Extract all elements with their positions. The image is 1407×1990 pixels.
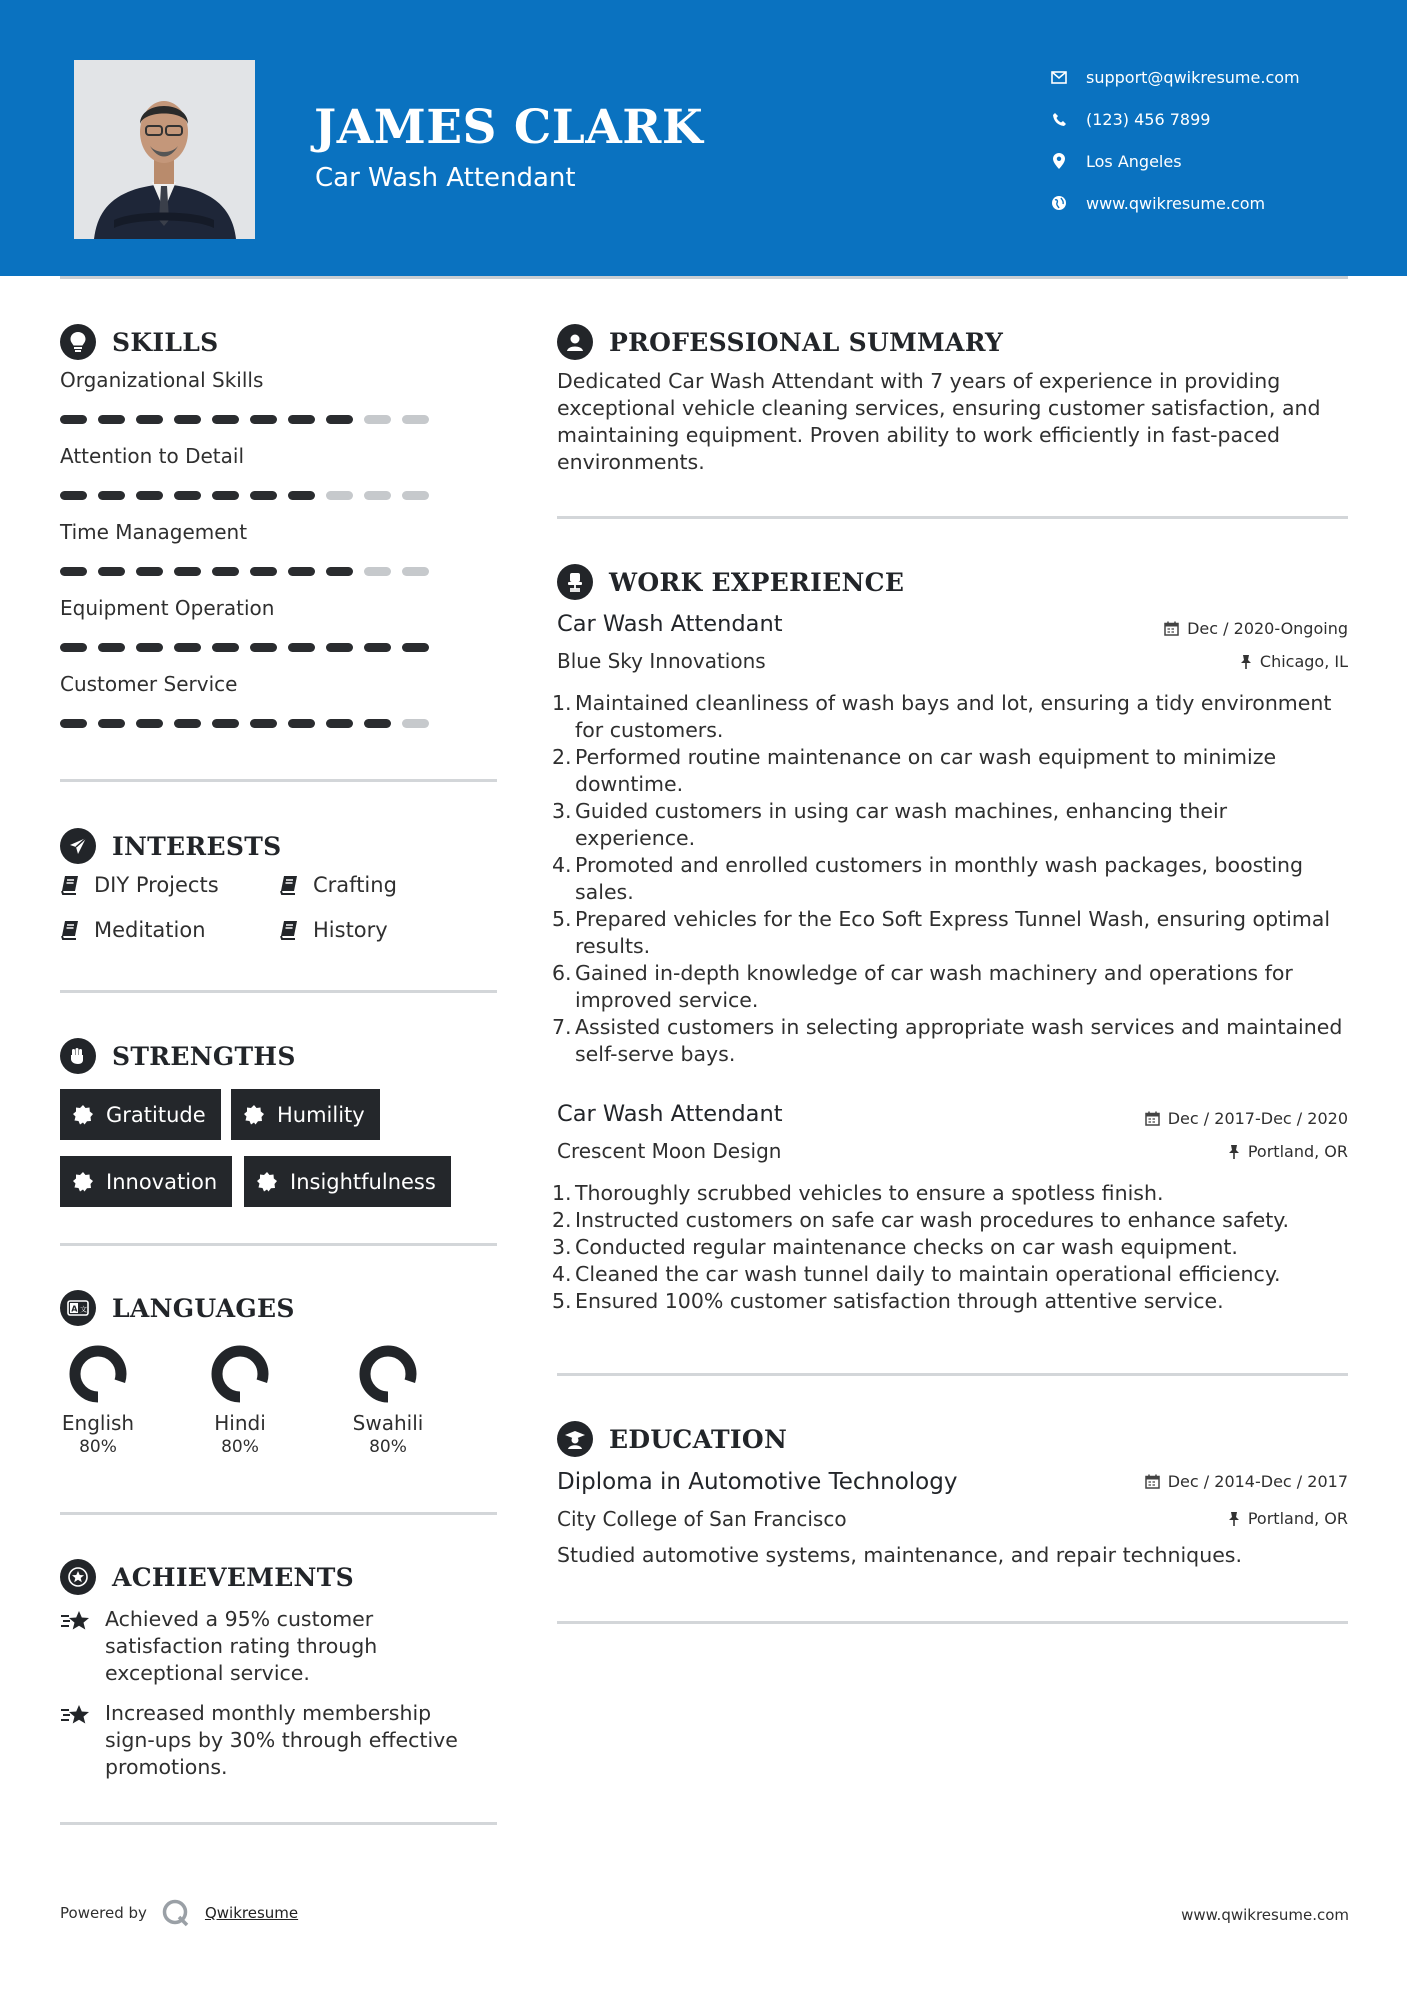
- job-dates: [1145, 1109, 1348, 1128]
- strengths-heading: [60, 1038, 296, 1074]
- duty-item: [552, 1234, 1352, 1261]
- skill-name: Equipment Operation: [60, 596, 275, 620]
- book-icon: [60, 875, 80, 895]
- skill-name: Organizational Skills: [60, 368, 264, 392]
- contact-website[interactable]: [1050, 182, 1370, 224]
- education-location-text: Portland, OR: [1247, 1509, 1348, 1528]
- duty-item: [552, 906, 1352, 960]
- languages-heading: [60, 1290, 295, 1326]
- language-proficiency-ring: [67, 1343, 129, 1405]
- language-name: Hindi: [214, 1411, 266, 1435]
- job-dates: [1164, 619, 1348, 638]
- interest-label: DIY Projects: [94, 873, 219, 897]
- duty-text: Prepared vehicles for the Eco Soft Express Tunnel Wash, ensuring optimal results.: [575, 907, 1331, 958]
- skill-dot-filled: [326, 567, 353, 576]
- interest-label: History: [313, 918, 388, 942]
- job-duties-list: [552, 690, 1352, 1068]
- strengths-divider: [60, 1243, 497, 1246]
- strength-label: Insightfulness: [290, 1169, 436, 1194]
- skill-dot-filled: [402, 643, 429, 652]
- summary-text: Dedicated Car Wash Attendant with 7 years of experience in providing exceptional vehicle cleaning services, ensuring customer satisfaction, and maintaining equipment. Proven ability to work efficiently in fast-paced environments.: [557, 369, 1321, 474]
- skill-dot-filled: [250, 643, 277, 652]
- header-divider: [60, 276, 1348, 279]
- skill-dot-empty: [402, 567, 429, 576]
- language-item: [185, 1343, 295, 1457]
- map-pin-icon: [1050, 152, 1068, 170]
- svg-text:文: 文: [80, 1305, 87, 1314]
- strengths-title: STRENGTHS: [112, 1041, 296, 1071]
- skill-level-bar: [60, 567, 440, 576]
- qwikresume-link[interactable]: Qwikresume: [204, 1904, 299, 1922]
- language-level: 80%: [221, 1437, 259, 1457]
- job-company: Blue Sky Innovations: [557, 649, 766, 673]
- strength-label: Innovation: [106, 1169, 218, 1194]
- duty-item: [552, 960, 1352, 1014]
- strength-badge: [60, 1089, 221, 1140]
- skill-dot-filled: [250, 719, 277, 728]
- skill-dot-filled: [98, 719, 125, 728]
- duty-text: Conducted regular maintenance checks on car wash equipment.: [575, 1235, 1238, 1259]
- skill-dot-empty: [326, 491, 353, 500]
- skill-dot-filled: [60, 719, 87, 728]
- strength-label: Gratitude: [106, 1102, 206, 1127]
- duty-item: [552, 798, 1352, 852]
- skill-name: Customer Service: [60, 672, 238, 696]
- shooting-star-icon: [60, 1608, 92, 1636]
- duty-text: Cleaned the car wash tunnel daily to maintain operational efficiency.: [575, 1262, 1281, 1286]
- resume-header: [0, 0, 1407, 276]
- language-item: [333, 1343, 443, 1457]
- job-dates-text: Dec / 2020-Ongoing: [1187, 619, 1348, 638]
- skill-dot-filled: [326, 643, 353, 652]
- skill-level-bar: [60, 491, 440, 500]
- duty-item: [552, 690, 1352, 744]
- education-divider: [557, 1621, 1348, 1624]
- duty-text: Gained in-depth knowledge of car wash machinery and operations for improved service.: [575, 961, 1293, 1012]
- skill-dot-filled: [326, 415, 353, 424]
- profile-photo: [74, 60, 255, 239]
- skill-dot-filled: [288, 491, 315, 500]
- education-heading: [557, 1421, 787, 1457]
- calendar-icon: [1145, 1474, 1160, 1489]
- envelope-icon: [1050, 68, 1068, 86]
- skill-dot-filled: [212, 415, 239, 424]
- skill-dot-filled: [136, 719, 163, 728]
- skill-dot-filled: [212, 491, 239, 500]
- lightbulb-icon: [60, 324, 96, 360]
- summary-divider: [557, 516, 1348, 519]
- skill-dot-filled: [136, 643, 163, 652]
- skill-dot-filled: [250, 415, 277, 424]
- duty-item: [552, 1180, 1352, 1207]
- footer-website[interactable]: www.qwikresume.com: [1181, 1906, 1349, 1924]
- education-description: Studied automotive systems, maintenance, and repair techniques.: [557, 1543, 1242, 1567]
- education-school: City College of San Francisco: [557, 1507, 847, 1531]
- fist-icon: [60, 1038, 96, 1074]
- skill-dot-filled: [212, 719, 239, 728]
- badge-icon: [72, 1171, 94, 1193]
- job-dates-text: Dec / 2017-Dec / 2020: [1167, 1109, 1348, 1128]
- skills-heading: [60, 324, 219, 360]
- contact-location-text: Los Angeles: [1086, 151, 1182, 171]
- language-item: [43, 1343, 153, 1457]
- duty-text: Ensured 100% customer satisfaction through attentive service.: [575, 1289, 1224, 1313]
- achievement-text: Increased monthly membership sign-ups by 30% through effective promotions.: [105, 1701, 458, 1779]
- globe-icon: [1050, 194, 1068, 212]
- skill-dot-filled: [136, 567, 163, 576]
- languages-title: LANGUAGES: [112, 1293, 295, 1323]
- skill-name: Attention to Detail: [60, 444, 245, 468]
- skill-dot-filled: [364, 643, 391, 652]
- education-title: EDUCATION: [609, 1424, 788, 1454]
- shooting-star-icon: [60, 1702, 92, 1730]
- duty-number: 1.: [552, 691, 579, 715]
- duty-text: Guided customers in using car wash machines, enhancing their experience.: [575, 799, 1228, 850]
- experience-title: WORK EXPERIENCE: [609, 567, 905, 597]
- duty-number: 4.: [552, 853, 579, 877]
- skill-dot-filled: [60, 415, 87, 424]
- job-title: Car Wash Attendant: [557, 1101, 783, 1127]
- duty-number: 2.: [552, 745, 579, 769]
- skill-dot-filled: [98, 491, 125, 500]
- duty-text: Assisted customers in selecting appropriate wash services and maintained self-serve bays.: [575, 1015, 1343, 1066]
- summary-title: PROFESSIONAL SUMMARY: [609, 327, 1004, 357]
- skill-dot-filled: [136, 415, 163, 424]
- candidate-name: JAMES CLARK: [314, 100, 704, 155]
- language-name: English: [61, 1411, 135, 1435]
- languages-divider: [60, 1512, 497, 1515]
- powered-by-text: Powered by: [60, 1904, 147, 1922]
- skill-dot-filled: [174, 567, 201, 576]
- job-location: [1240, 652, 1348, 671]
- duty-number: 7.: [552, 1015, 579, 1039]
- skill-dot-filled: [174, 643, 201, 652]
- strength-label: Humility: [277, 1102, 365, 1127]
- skill-dot-empty: [364, 567, 391, 576]
- duty-number: 5.: [552, 1289, 579, 1313]
- skill-dot-filled: [60, 643, 87, 652]
- duty-item: [552, 1288, 1352, 1315]
- pushpin-icon: [1228, 1144, 1240, 1159]
- strength-badge: [60, 1156, 232, 1207]
- language-proficiency-arc: [75, 1351, 121, 1397]
- skill-dot-filled: [288, 415, 315, 424]
- chair-icon: [557, 564, 593, 600]
- education-location: [1228, 1509, 1348, 1528]
- svg-text:A: A: [71, 1304, 78, 1314]
- language-proficiency-arc: [365, 1351, 411, 1397]
- duty-number: 1.: [552, 1181, 579, 1205]
- summary-heading: [557, 324, 1003, 360]
- contact-location: [1050, 140, 1370, 182]
- skill-dot-empty: [364, 415, 391, 424]
- duty-text: Performed routine maintenance on car wash equipment to minimize downtime.: [575, 745, 1277, 796]
- duty-text: Thoroughly scrubbed vehicles to ensure a spotless finish.: [575, 1181, 1164, 1205]
- duty-number: 4.: [552, 1262, 579, 1286]
- star-badge-icon: [60, 1559, 96, 1595]
- interest-item: [279, 918, 388, 942]
- phone-icon: [1050, 110, 1068, 128]
- interests-title: INTERESTS: [112, 831, 282, 861]
- education-dates-text: Dec / 2014-Dec / 2017: [1167, 1472, 1348, 1491]
- skills-title: SKILLS: [112, 327, 219, 357]
- skill-dot-filled: [326, 719, 353, 728]
- interests-heading: [60, 828, 281, 864]
- job-company: Crescent Moon Design: [557, 1139, 782, 1163]
- language-name: Swahili: [352, 1411, 424, 1435]
- skill-dot-filled: [212, 567, 239, 576]
- skill-dot-filled: [288, 643, 315, 652]
- duty-text: Instructed customers on safe car wash procedures to enhance safety.: [575, 1208, 1289, 1232]
- contact-info: [1050, 56, 1370, 224]
- language-level: 80%: [79, 1437, 117, 1457]
- skill-item: [60, 520, 440, 576]
- skill-dot-filled: [174, 491, 201, 500]
- education-dates: [1145, 1472, 1348, 1491]
- job-location-text: Chicago, IL: [1259, 652, 1348, 671]
- duty-text: Maintained cleanliness of wash bays and lot, ensuring a tidy environment for customers.: [575, 691, 1332, 742]
- skill-dot-filled: [174, 719, 201, 728]
- graduate-icon: [557, 1421, 593, 1457]
- strength-badge: [231, 1089, 380, 1140]
- qwikresume-logo-icon: [161, 1898, 191, 1928]
- duty-number: 5.: [552, 907, 579, 931]
- contact-website-text: www.qwikresume.com: [1086, 193, 1266, 213]
- calendar-icon: [1164, 621, 1179, 636]
- badge-icon: [72, 1104, 94, 1126]
- achievements-heading: [60, 1559, 354, 1595]
- duty-item: [552, 1261, 1352, 1288]
- skill-dot-filled: [136, 491, 163, 500]
- skill-item: [60, 444, 440, 500]
- interests-divider: [60, 990, 497, 993]
- interest-item: [60, 873, 219, 897]
- language-icon: [60, 1290, 96, 1326]
- duty-text: Promoted and enrolled customers in monthly wash packages, boosting sales.: [575, 853, 1304, 904]
- skill-dot-empty: [364, 491, 391, 500]
- duty-item: [552, 1207, 1352, 1234]
- language-proficiency-ring: [209, 1343, 271, 1405]
- job-location: [1228, 1142, 1348, 1161]
- skill-dot-filled: [98, 415, 125, 424]
- skill-dot-empty: [402, 719, 429, 728]
- strength-badge: [244, 1156, 451, 1207]
- duty-number: 3.: [552, 1235, 579, 1259]
- skill-item: [60, 596, 440, 652]
- achievement-item: [60, 1606, 480, 1687]
- achievement-item: [60, 1700, 480, 1781]
- skill-dot-filled: [98, 567, 125, 576]
- contact-email[interactable]: [1050, 56, 1370, 98]
- paper-plane-icon: [60, 828, 96, 864]
- duty-number: 2.: [552, 1208, 579, 1232]
- skill-dot-filled: [60, 491, 87, 500]
- badge-icon: [256, 1171, 278, 1193]
- skill-dot-filled: [288, 719, 315, 728]
- skill-dot-filled: [60, 567, 87, 576]
- interest-label: Crafting: [313, 873, 397, 897]
- skill-dot-filled: [250, 491, 277, 500]
- language-proficiency-arc: [217, 1351, 263, 1397]
- duty-item: [552, 744, 1352, 798]
- contact-email-text: support@qwikresume.com: [1086, 67, 1300, 87]
- experience-divider: [557, 1373, 1348, 1376]
- skill-dot-empty: [402, 415, 429, 424]
- skill-level-bar: [60, 719, 440, 728]
- contact-phone-text: (123) 456 7899: [1086, 109, 1211, 129]
- achievements-divider: [60, 1822, 497, 1825]
- contact-phone[interactable]: [1050, 98, 1370, 140]
- interest-label: Meditation: [94, 918, 206, 942]
- skill-name: Time Management: [60, 520, 248, 544]
- skill-dot-filled: [250, 567, 277, 576]
- book-icon: [279, 920, 299, 940]
- education-degree: Diploma in Automotive Technology: [557, 1469, 958, 1495]
- skill-dot-filled: [174, 415, 201, 424]
- skill-level-bar: [60, 643, 440, 652]
- badge-icon: [243, 1104, 265, 1126]
- pushpin-icon: [1240, 654, 1252, 669]
- skill-dot-empty: [402, 491, 429, 500]
- skill-dot-filled: [364, 719, 391, 728]
- user-icon: [557, 324, 593, 360]
- book-icon: [60, 920, 80, 940]
- skill-dot-filled: [212, 643, 239, 652]
- duty-item: [552, 852, 1352, 906]
- interest-item: [60, 918, 206, 942]
- duty-item: [552, 1014, 1352, 1068]
- footer-powered-by: [60, 1898, 298, 1928]
- skills-divider: [60, 779, 497, 782]
- calendar-icon: [1145, 1111, 1160, 1126]
- language-level: 80%: [369, 1437, 407, 1457]
- skill-dot-filled: [98, 643, 125, 652]
- job-duties-list: [552, 1180, 1352, 1315]
- skill-item: [60, 672, 440, 728]
- experience-heading: [557, 564, 904, 600]
- interest-item: [279, 873, 397, 897]
- language-proficiency-ring: [357, 1343, 419, 1405]
- job-location-text: Portland, OR: [1247, 1142, 1348, 1161]
- skill-item: [60, 368, 440, 424]
- duty-number: 3.: [552, 799, 579, 823]
- duty-number: 6.: [552, 961, 579, 985]
- pushpin-icon: [1228, 1511, 1240, 1526]
- achievements-title: ACHIEVEMENTS: [112, 1562, 354, 1592]
- skill-level-bar: [60, 415, 440, 424]
- job-title: Car Wash Attendant: [557, 611, 783, 637]
- achievement-text: Achieved a 95% customer satisfaction rating through exceptional service.: [105, 1607, 378, 1685]
- book-icon: [279, 875, 299, 895]
- candidate-title: Car Wash Attendant: [315, 163, 576, 193]
- skill-dot-filled: [288, 567, 315, 576]
